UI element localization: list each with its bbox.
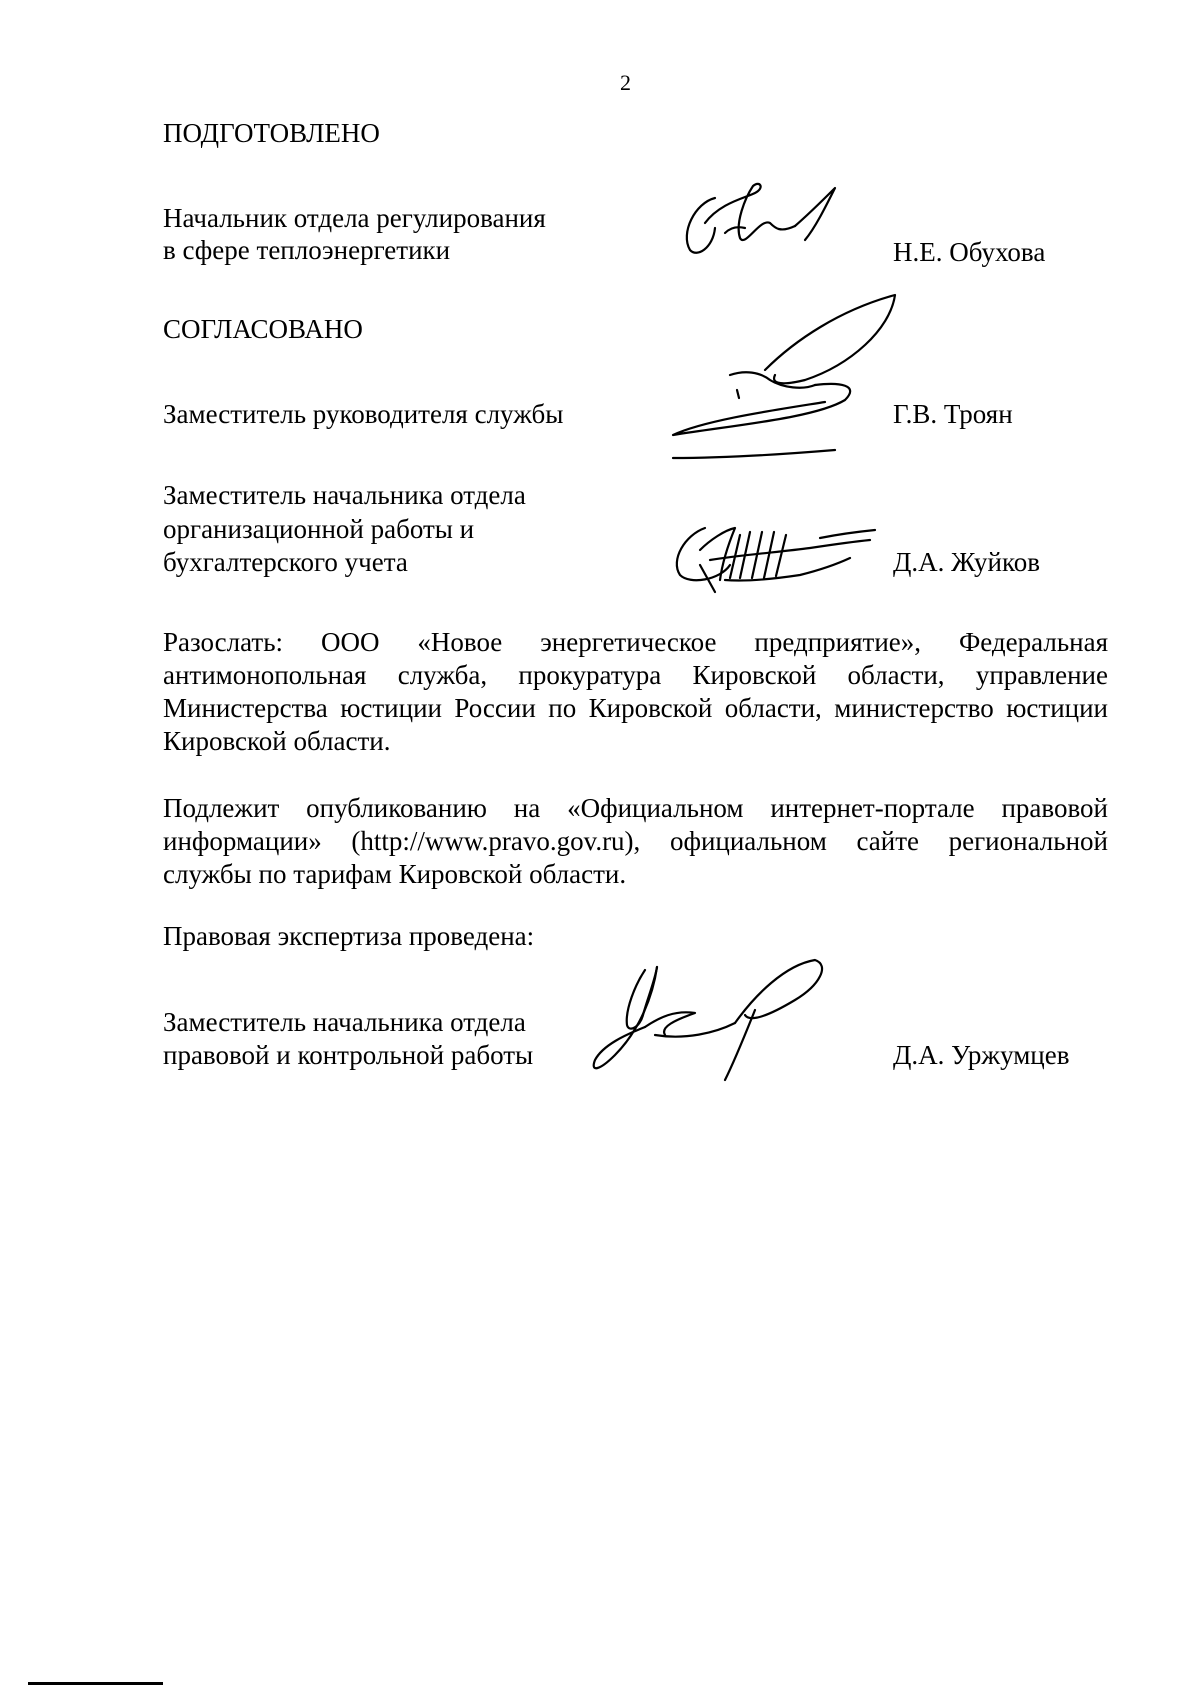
page-number: 2: [620, 70, 631, 95]
agreed-signatory-2-position-line1: Заместитель начальника отдела: [163, 480, 526, 510]
footer-rule: [28, 1682, 163, 1685]
legal-review-position-line2: правовой и контрольной работы: [163, 1040, 534, 1070]
agreed-heading: СОГЛАСОВАНО: [163, 314, 363, 344]
signature-troyan: [665, 290, 915, 470]
distribution-paragraph: Разослать: ООО «Новое энергетическое предприятие», Федеральная антимонопольная служба, прокуратура Кировской области, управление Министерства юстиции России по Кировской области, министерство юстиции Кировской области.: [163, 627, 1108, 756]
prepared-heading: ПОДГОТОВЛЕНО: [163, 118, 380, 148]
prepared-position-line1: Начальник отдела регулирования: [163, 203, 546, 233]
prepared-position-line2: в сфере теплоэнергетики: [163, 235, 451, 265]
legal-review-name: Д.А. Уржумцев: [893, 1040, 1070, 1070]
legal-review-position-line1: Заместитель начальника отдела: [163, 1007, 526, 1037]
signature-obukhova: [675, 178, 845, 268]
agreed-signatory-1-name: Г.В. Троян: [893, 399, 1013, 429]
publication-paragraph: Подлежит опубликованию на «Официальном интернет-портале правовой информации» (http://www.pravo.gov.ru), официальном сайте региональной службы по тарифам Кировской области.: [163, 793, 1108, 889]
agreed-signatory-2-name: Д.А. Жуйков: [893, 547, 1040, 577]
signature-urzhumtsev: [585, 955, 845, 1085]
agreed-signatory-1-position: Заместитель руководителя службы: [163, 399, 564, 429]
prepared-name: Н.Е. Обухова: [893, 237, 1046, 267]
agreed-signatory-2-position-line3: бухгалтерского учета: [163, 547, 408, 577]
signature-zhuykov: [670, 520, 880, 595]
agreed-signatory-2-position-line2: организационной работы и: [163, 514, 475, 544]
legal-review-heading: Правовая экспертиза проведена:: [163, 921, 535, 951]
